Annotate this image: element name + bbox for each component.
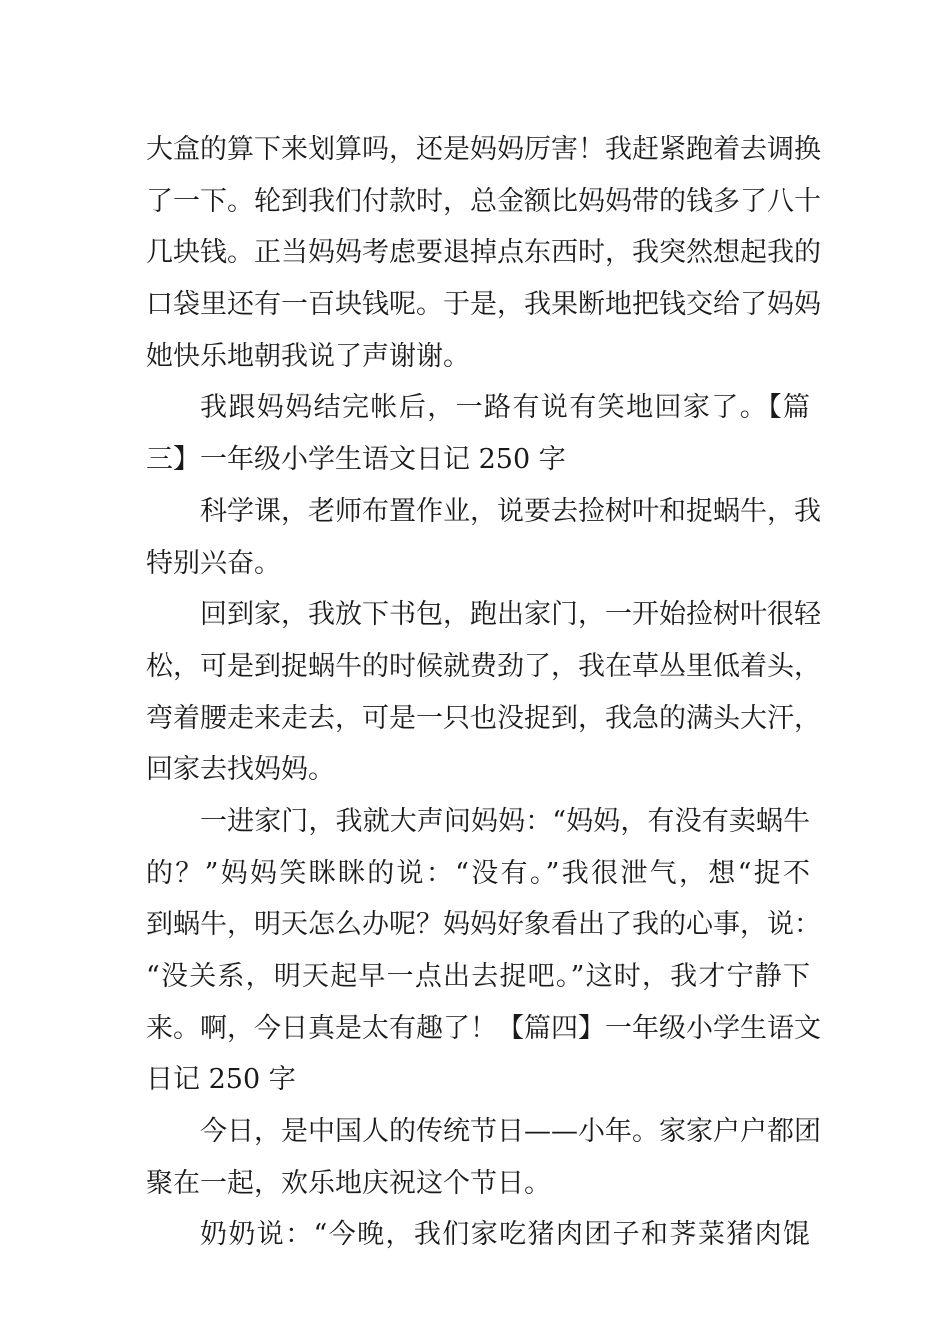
paragraph-first-line: 一进家门，我就大声问妈妈：“妈妈，有没有卖蜗牛 xyxy=(200,805,810,837)
text-line: 日记 250 字 xyxy=(146,1064,296,1096)
paragraph-first-line: 奶奶说：“今晚，我们家吃猪肉团子和荠菜猪肉馄 xyxy=(200,1219,810,1251)
text-line: 松，可是到捉蜗牛的时候就费劲了，我在草丛里低着头， xyxy=(146,650,821,682)
text-line: 她快乐地朝我说了声谢谢。 xyxy=(146,340,470,372)
text-line: “没关系，明天起早一点出去捉吧。”这时，我才宁静下 xyxy=(146,961,810,992)
text-line: 弯着腰走来走去，可是一只也没捉到，我急的满头大汗， xyxy=(146,702,821,734)
text-line: 聚在一起，欢乐地庆祝这个节日。 xyxy=(146,1167,551,1199)
paragraph-first-line: 回到家，我放下书包，跑出家门，一开始捡树叶很轻 xyxy=(200,599,821,631)
text-line: 的？”妈妈笑眯眯的说：“没有。”我很泄气，想“捉不 xyxy=(146,857,810,889)
text-line: 来。啊，今日真是太有趣了！【篇四】一年级小学生语文 xyxy=(146,1012,821,1044)
text-line: 几块钱。正当妈妈考虑要退掉点东西时，我突然想起我的 xyxy=(146,237,821,269)
text-line: 特别兴奋。 xyxy=(146,547,281,579)
paragraph-first-line: 我跟妈妈结完帐后，一路有说有笑地回家了。【篇 xyxy=(200,392,810,424)
text-line: 口袋里还有一百块钱呢。于是，我果断地把钱交给了妈妈 xyxy=(146,289,821,321)
text-line: 到蜗牛，明天怎么办呢？妈妈好象看出了我的心事，说： xyxy=(146,909,821,941)
paragraph-first-line: 科学课，老师布置作业，说要去捡树叶和捉蜗牛，我 xyxy=(200,495,821,527)
text-line: 了一下。轮到我们付款时，总金额比妈妈带的钱多了八十 xyxy=(146,185,821,217)
text-line: 三】一年级小学生语文日记 250 字 xyxy=(146,444,566,476)
text-line: 大盒的算下来划算吗，还是妈妈厉害！我赶紧跑着去调换 xyxy=(146,134,821,165)
document-body xyxy=(146,124,821,1261)
text-line: 回家去找妈妈。 xyxy=(146,754,335,786)
paragraph-first-line: 今日，是中国人的传统节日——小年。家家户户都团 xyxy=(200,1116,821,1148)
